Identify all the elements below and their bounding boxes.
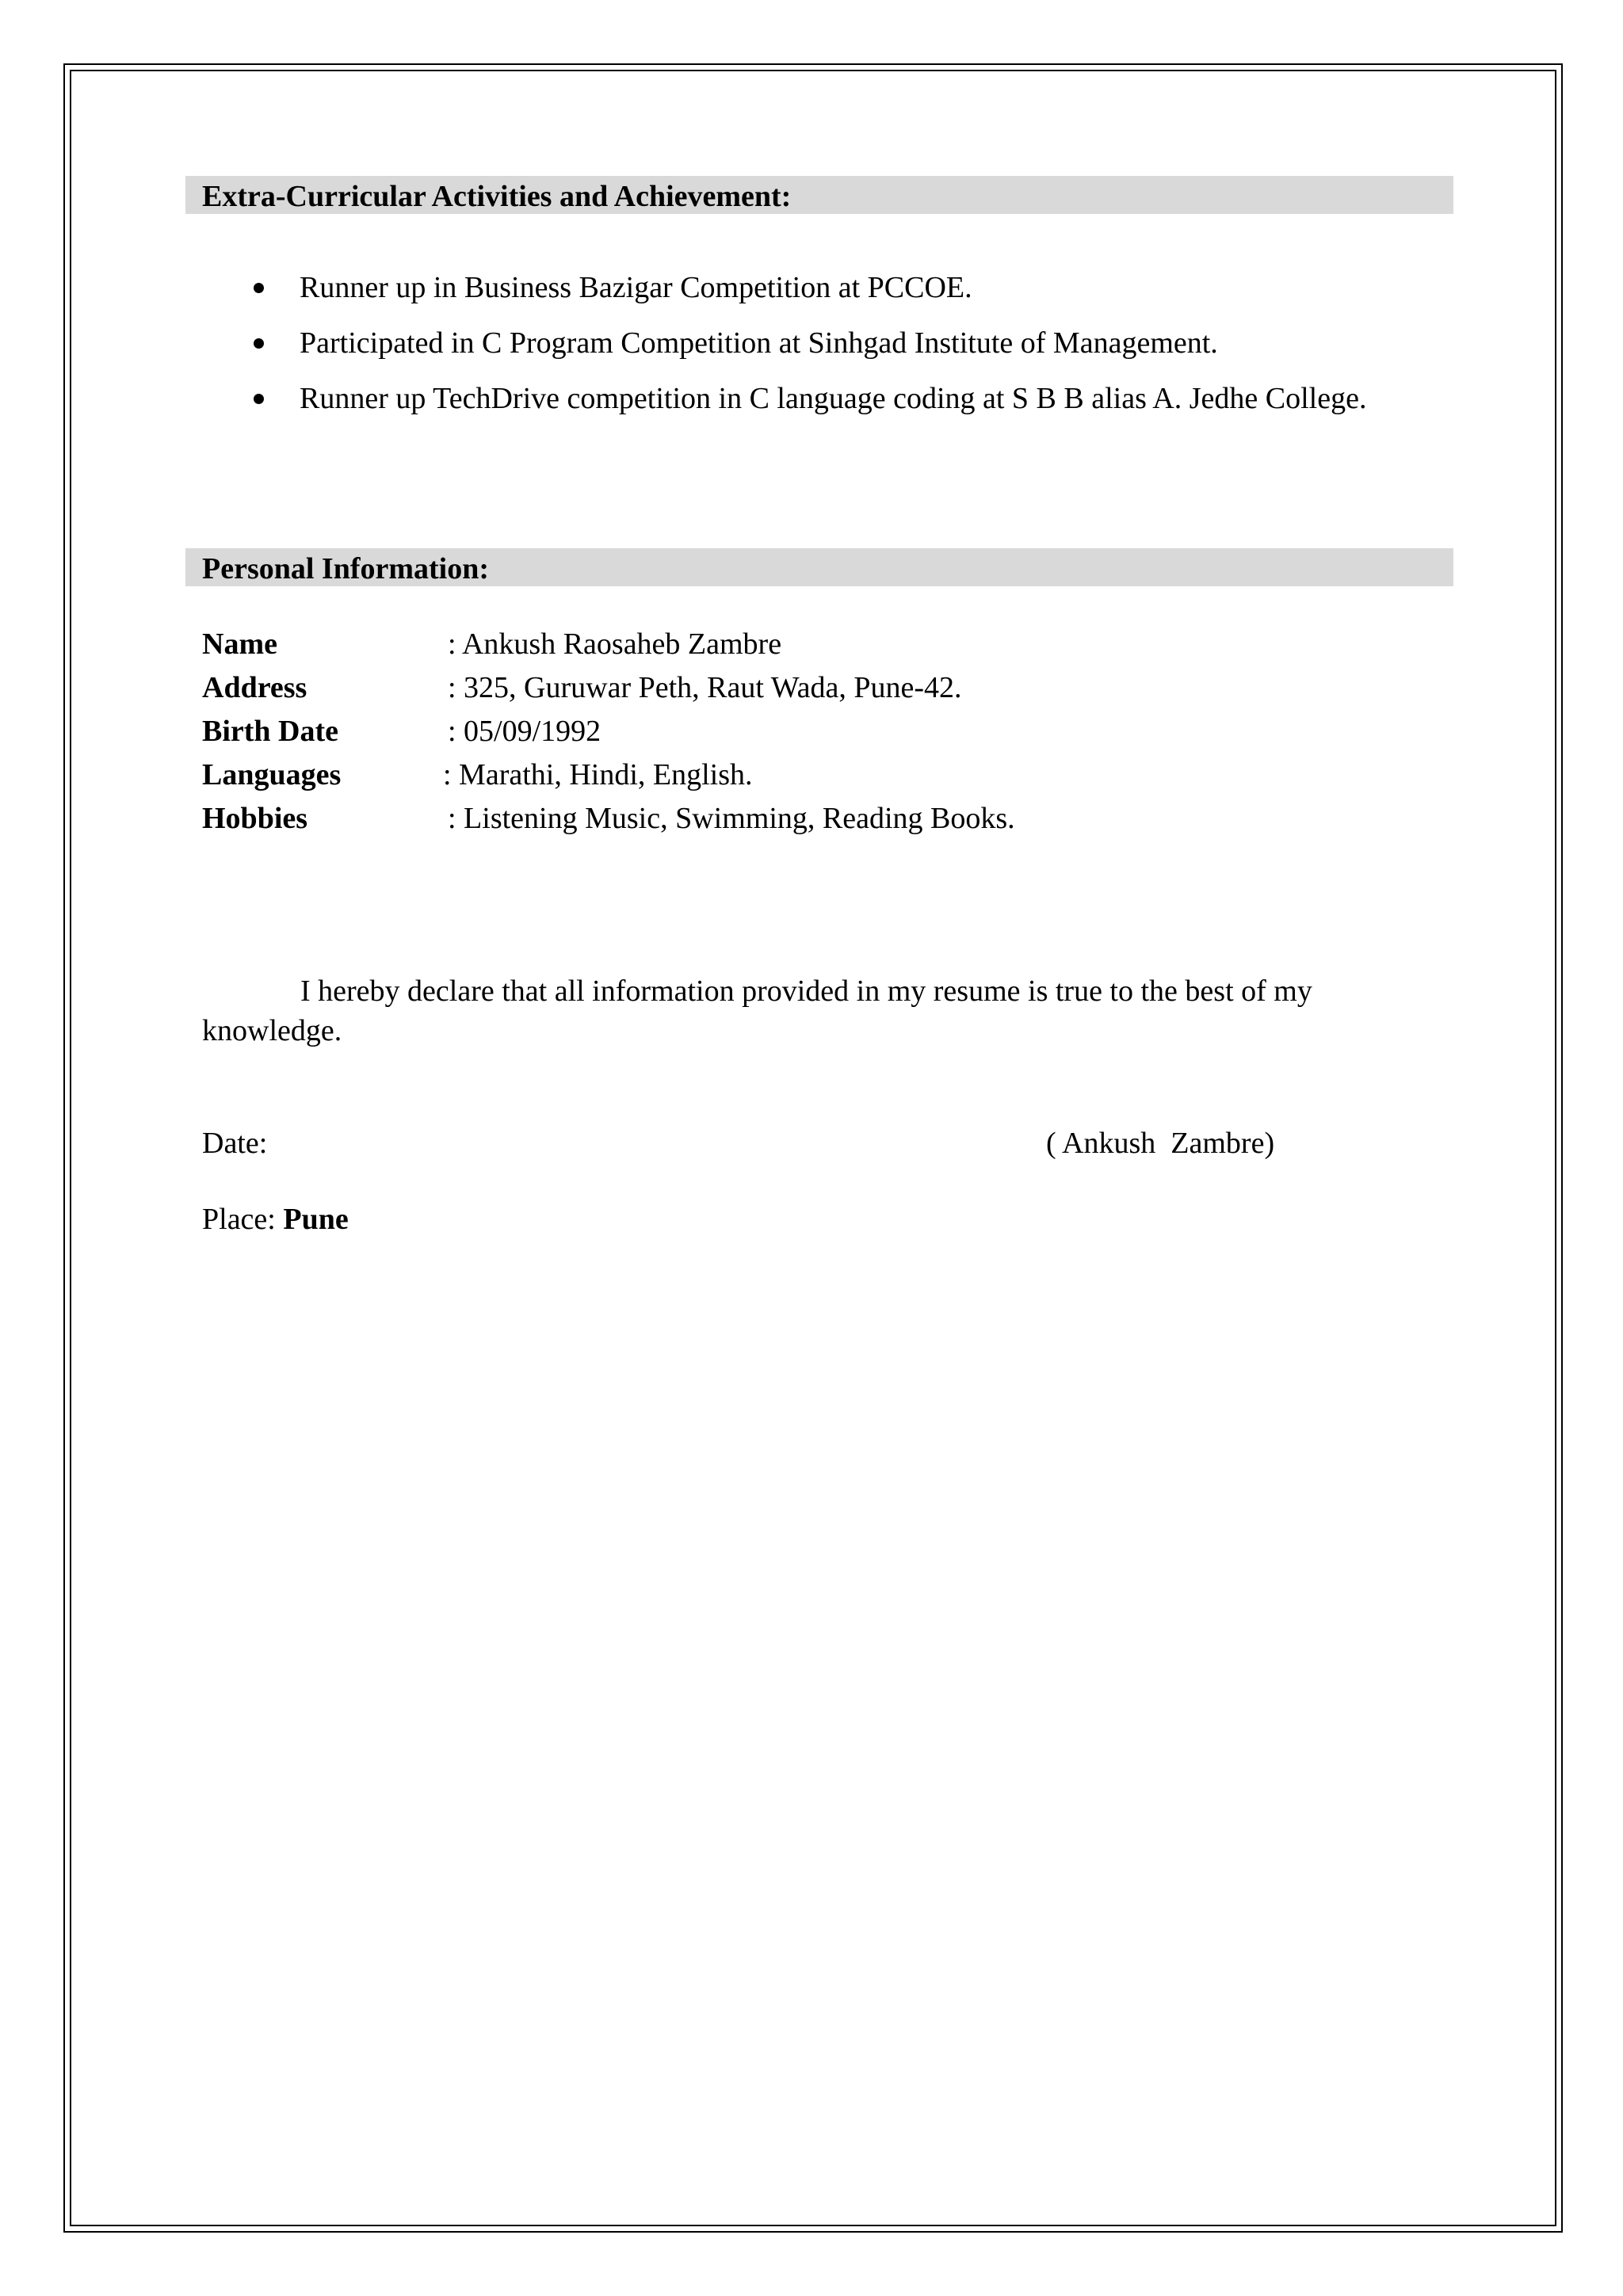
info-value: : Listening Music, Swimming, Reading Books. bbox=[448, 802, 1015, 835]
info-value: : 05/09/1992 bbox=[448, 715, 601, 748]
list-item-text: Runner up TechDrive competition in C language coding at S B B alias A. Jedhe College. bbox=[300, 382, 1367, 415]
place-label: Place: bbox=[202, 1203, 276, 1236]
info-value: : Marathi, Hindi, English. bbox=[443, 758, 753, 791]
info-label: Name bbox=[202, 627, 277, 661]
place-value: Pune bbox=[283, 1203, 349, 1236]
signature-name: ( Ankush Zambre) bbox=[1046, 1127, 1275, 1160]
extracurricular-list bbox=[254, 268, 1442, 434]
list-item bbox=[254, 323, 1442, 363]
bullet-icon bbox=[254, 394, 264, 404]
info-label: Hobbies bbox=[202, 802, 308, 835]
list-item-text: Runner up in Business Bazigar Competition at PCCOE. bbox=[300, 271, 972, 304]
list-item-text: Participated in C Program Competition at Sinhgad Institute of Management. bbox=[300, 326, 1218, 360]
place-line bbox=[202, 1199, 349, 1239]
list-item bbox=[254, 379, 1442, 418]
personal-info-heading: Personal Information: bbox=[185, 548, 1453, 586]
info-value: : 325, Guruwar Peth, Raut Wada, Pune-42. bbox=[448, 671, 962, 704]
info-label: Address bbox=[202, 671, 307, 704]
declaration-text: I hereby declare that all information provided in my resume is true to the best of my knowledge. bbox=[202, 974, 1312, 1047]
bullet-icon bbox=[254, 338, 264, 349]
info-value: : Ankush Raosaheb Zambre bbox=[448, 627, 782, 661]
list-item bbox=[254, 268, 1442, 307]
date-label: Date: bbox=[202, 1127, 268, 1160]
bullet-icon bbox=[254, 283, 264, 293]
info-label: Languages bbox=[202, 758, 342, 791]
info-label: Birth Date bbox=[202, 715, 339, 748]
extracurricular-heading: Extra-Curricular Activities and Achievement: bbox=[185, 176, 1453, 214]
